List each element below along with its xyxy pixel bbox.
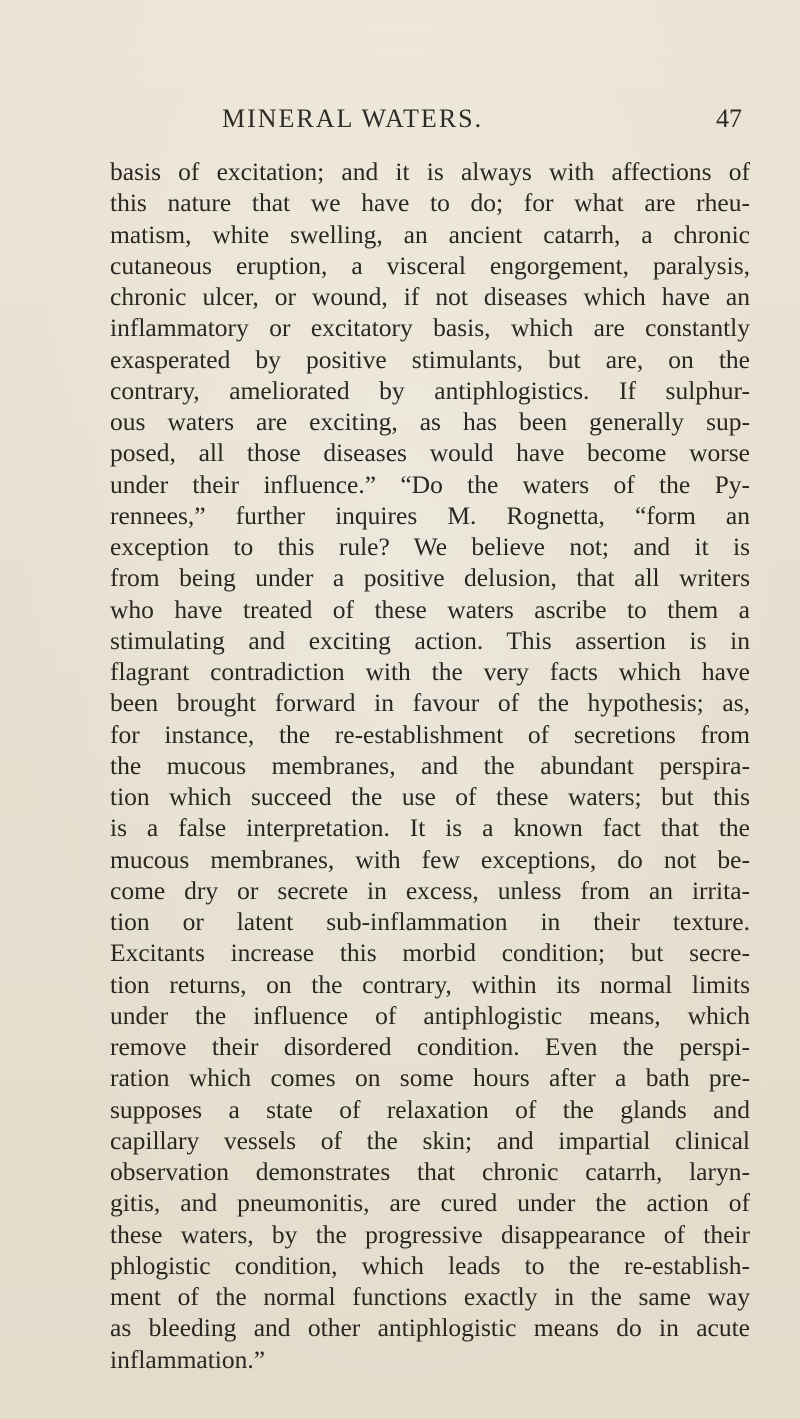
text-line: under their influence.” “Do the waters of the Py- [110, 469, 750, 499]
text-line: contrary, ameliorated by antiphlogistics. If sulphur- [110, 375, 750, 405]
text-line: ment of the normal functions exactly in the same way [110, 1282, 750, 1311]
text-line: gitis, and pneumonitis, are cured under the action of [110, 1188, 750, 1218]
text-line: tion which succeed the use of these waters; but this [110, 782, 750, 811]
text-line: cutaneous eruption, a visceral engorgement, paralysis, [110, 250, 750, 280]
text-line: tion or latent sub-inflammation in their texture. [110, 907, 750, 936]
text-line: posed, all those diseases would have become worse [110, 438, 750, 468]
text-line: come dry or secrete in excess, unless from an irrita- [110, 875, 750, 905]
text-line: supposes a state of relaxation of the glands and [110, 1094, 750, 1124]
page-number: 47 [716, 104, 742, 133]
text-line: these waters, by the progressive disappearance of their [110, 1219, 750, 1249]
text-line: phlogistic condition, which leads to the re-establish- [110, 1250, 750, 1280]
text-line: ous waters are exciting, as has been generally sup- [110, 407, 750, 436]
body-text [110, 156, 750, 1375]
text-line: exception to this rule? We believe not; and it is [110, 532, 750, 561]
text-line: for instance, the re-establishment of secretions from [110, 719, 750, 749]
text-line: this nature that we have to do; for what are rheu- [110, 188, 750, 218]
text-line: exasperated by positive stimulants, but are, on the [110, 344, 750, 374]
running-title: MINERAL WATERS. [222, 104, 484, 133]
text-line: the mucous membranes, and the abundant perspira- [110, 750, 750, 780]
text-line: matism, white swelling, an ancient catarrh, a chronic [110, 219, 750, 249]
text-line: flagrant contradiction with the very facts which have [110, 657, 750, 686]
text-line: inflammatory or excitatory basis, which are constantly [110, 313, 750, 343]
text-line: observation demonstrates that chronic catarrh, laryn- [110, 1157, 750, 1186]
text-line: stimulating and exciting action. This assertion is in [110, 625, 750, 655]
text-line: capillary vessels of the skin; and impartial clinical [110, 1125, 750, 1155]
text-line: mucous membranes, with few exceptions, do not be- [110, 844, 750, 874]
text-line: is a false interpretation. It is a known fact that the [110, 813, 750, 843]
text-line: basis of excitation; and it is always with affections of [110, 157, 750, 186]
text-line: Excitants increase this morbid condition; but secre- [110, 938, 750, 968]
text-line: tion returns, on the contrary, within its normal limits [110, 969, 750, 999]
text-line: as bleeding and other antiphlogistic means do in acute [110, 1313, 750, 1343]
text-line: inflammation.” [110, 1344, 266, 1374]
running-head [222, 104, 742, 144]
text-line: remove their disordered condition. Even the perspi- [110, 1032, 750, 1061]
text-line: who have treated of these waters ascribe to them a [110, 594, 750, 624]
text-line: ration which comes on some hours after a bath pre- [110, 1063, 750, 1093]
text-line: chronic ulcer, or wound, if not diseases which have an [110, 282, 750, 311]
text-line: under the influence of antiphlogistic means, which [110, 1000, 750, 1030]
text-line: rennees,” further inquires M. Rognetta, “form an [110, 500, 750, 530]
text-line: been brought forward in favour of the hypothesis; as, [110, 688, 750, 718]
text-line: from being under a positive delusion, that all writers [110, 563, 750, 593]
